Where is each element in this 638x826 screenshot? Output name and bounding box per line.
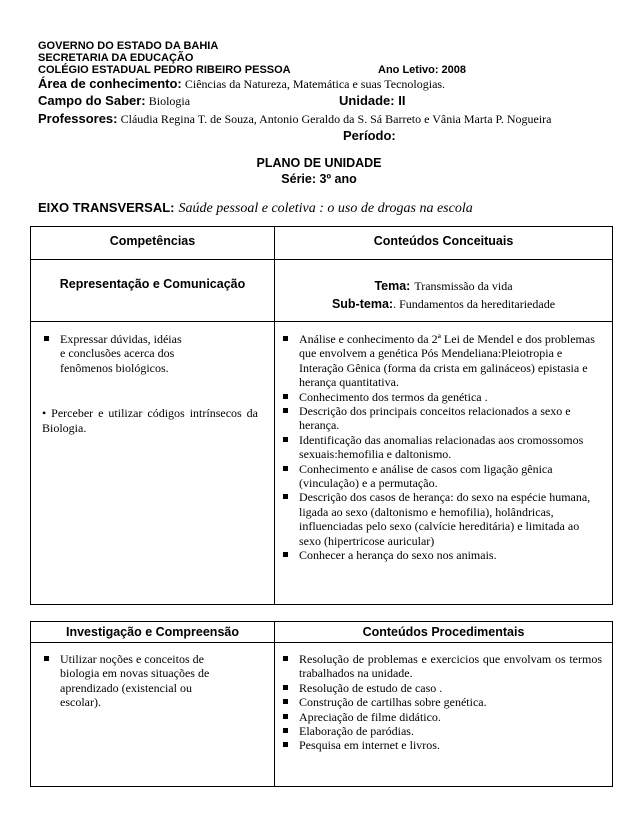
list-item: [281, 710, 602, 724]
square-bullet-icon: [283, 552, 288, 557]
professores-line: [38, 112, 552, 126]
header-investigacao: Investigação e Compreensão: [31, 622, 275, 643]
list-item-text: Descrição dos principais conceitos relacionados a sexo e herança.: [299, 404, 571, 433]
school-name: COLÉGIO ESTADUAL PEDRO RIBEIRO PESSOA: [38, 64, 291, 76]
header-competencias: Competências: [31, 227, 275, 260]
professores-label: Professores:: [38, 111, 118, 126]
tema-cell: [275, 260, 613, 322]
school-year: Ano Letivo: 2008: [378, 64, 467, 76]
procedimentos-list: [281, 652, 602, 753]
list-item-text: Conhecimento dos termos da genética .: [299, 389, 488, 404]
concepts-list: [281, 332, 602, 563]
list-item: [281, 548, 602, 562]
list-item: [281, 332, 602, 390]
campo-value: Biologia: [148, 94, 191, 108]
square-bullet-icon: [283, 728, 288, 733]
list-item: [42, 332, 184, 375]
list-item: [281, 738, 602, 752]
perceber-text: • Perceber e utilizar códigos intrínsecos da Biologia.: [42, 406, 258, 435]
tema-line: [275, 277, 612, 295]
list-item: [281, 681, 602, 695]
list-item: [281, 490, 602, 548]
list-item: [281, 404, 602, 433]
list-item-text: Expressar dúvidas, idéias e conclusões acerca dos fenômenos biológicos.: [60, 332, 182, 375]
list-item: [42, 652, 224, 710]
unidade-label: Unidade:: [339, 93, 395, 108]
list-item: [281, 433, 602, 462]
unidade-value: II: [398, 93, 406, 108]
plan-title: PLANO DE UNIDADE: [256, 156, 382, 170]
tema-label: Tema:: [374, 279, 411, 293]
square-bullet-icon: [283, 656, 288, 661]
eixo-label: EIXO TRANSVERSAL:: [38, 200, 175, 215]
list-item-text: Conhecimento e análise de casos com ligação gênica (vinculação) e a permutação.: [299, 461, 553, 491]
square-bullet-icon: [283, 408, 288, 413]
square-bullet-icon: [283, 494, 288, 499]
right-concepts-cell: [275, 322, 613, 605]
campo-label: Campo do Saber:: [38, 93, 146, 108]
eixo-line: [38, 199, 473, 217]
periodo-label: Período:: [343, 128, 396, 143]
list-item-text: Construção de cartilhas sobre genética.: [299, 695, 487, 710]
left-skills-cell: [31, 322, 275, 605]
list-item: [281, 695, 602, 709]
list-item: [281, 652, 602, 681]
header-conteudos-conceituais: Conteúdos Conceituais: [275, 227, 613, 260]
square-bullet-icon: [283, 699, 288, 704]
list-item-text: Resolução de problemas e exercicios que envolvam os termos trabalhados na unidade.: [299, 652, 602, 681]
tema-value: Transmissão da vida: [414, 279, 513, 293]
list-item-text: Conhecer a herança do sexo nos animais.: [299, 548, 497, 563]
subtema-value: . Fundamentos da hereditariedade: [393, 297, 556, 311]
table-procedimentais: [30, 621, 613, 787]
square-bullet-icon: [283, 437, 288, 442]
eixo-value: Saúde pessoal e coletiva : o uso de drogas na escola: [178, 201, 473, 216]
subtema-line: [275, 295, 612, 313]
campo-line: [38, 94, 190, 108]
area-line: [38, 77, 445, 91]
area-value: Ciências da Natureza, Matemática e suas Tecnologias.: [184, 77, 446, 91]
gov-title: GOVERNO DO ESTADO DA BAHIA: [38, 40, 219, 52]
list-item-text: Análise e conhecimento da 2ª Lei de Mendel e dos problemas que envolvem a genética Pós Mendeliana:Pleiotropia e Interação Gênica (forma da crista em galináceos) epistasia e herança quantitativa.: [299, 332, 595, 390]
list-item: [281, 462, 602, 491]
left-investigacao-cell: [31, 643, 275, 787]
square-bullet-icon: [283, 714, 288, 719]
list-item: [281, 724, 602, 738]
list-item-text: Utilizar noções e conceitos de biologia em novas situações de aprendizado (existencial ou escolar).: [60, 652, 210, 710]
right-procedimentos-cell: [275, 643, 613, 787]
table-conceituais: [30, 226, 613, 605]
left-skills-list: [42, 332, 184, 375]
square-bullet-icon: [283, 742, 288, 747]
area-label: Área de conhecimento:: [38, 76, 182, 91]
square-bullet-icon: [283, 336, 288, 341]
list-item-text: Resolução de estudo de caso .: [299, 680, 443, 695]
header-conteudos-procedimentais: Conteúdos Procedimentais: [275, 622, 613, 643]
unidade: [339, 94, 405, 108]
competence-representacao: Representação e Comunicação: [31, 260, 275, 322]
list-item-text: Identificação das anomalias relacionadas aos cromossomos sexuais:hemofilia e daltonismo.: [299, 432, 584, 462]
list-item: [281, 390, 602, 404]
list-item-text: Elaboração de paródias.: [299, 724, 414, 739]
square-bullet-icon: [283, 394, 288, 399]
square-bullet-icon: [283, 685, 288, 690]
list-item-text: Pesquisa em internet e livros.: [299, 738, 440, 753]
investigacao-list: [42, 652, 224, 710]
list-item-text: Apreciação de filme didático.: [299, 709, 441, 724]
square-bullet-icon: [44, 656, 49, 661]
square-bullet-icon: [283, 466, 288, 471]
subtema-label: Sub-tema:: [331, 297, 394, 311]
professores-value: Cláudia Regina T. de Souza, Antonio Geraldo da S. Sá Barreto e Vânia Marta P. Nogueira: [120, 112, 552, 126]
plan-serie: Série: 3º ano: [281, 172, 357, 186]
list-item-text: Descrição dos casos de herança: do sexo na espécie humana, ligada ao sexo (daltonismo e hemofilia), holândricas, influenciadas pelo sexo (calvície hereditária) e limitada ao sexo (hipertricose auricular): [299, 490, 591, 548]
secretaria-title: SECRETARIA DA EDUCAÇÃO: [38, 52, 194, 64]
square-bullet-icon: [44, 336, 49, 341]
